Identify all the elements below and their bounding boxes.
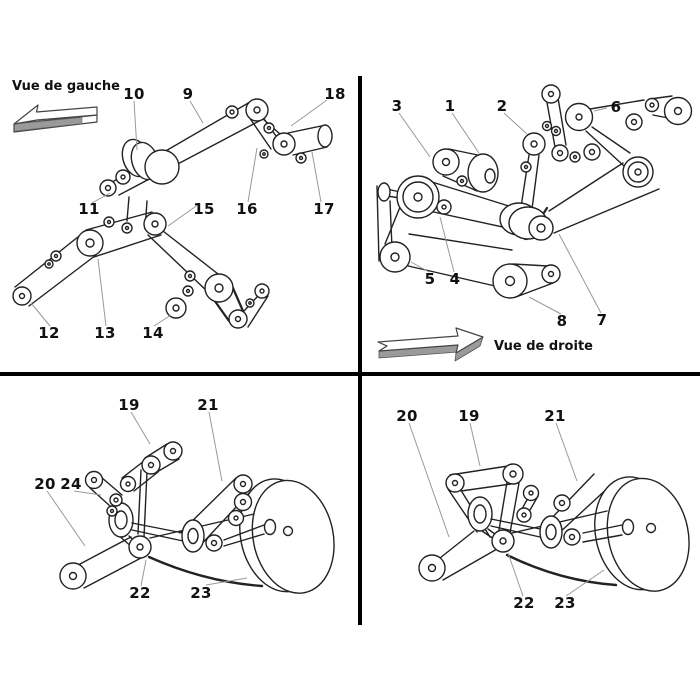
callout-11: 11 (78, 200, 100, 218)
callout-9: 9 (182, 85, 194, 103)
callout-6: 6 (610, 98, 622, 116)
callout-2: 2 (496, 97, 508, 115)
callout-23-bl: 23 (190, 584, 212, 602)
callout-7: 7 (596, 311, 608, 329)
vertical-divider (358, 76, 362, 625)
callout-23-br: 23 (554, 594, 576, 612)
callout-5: 5 (424, 270, 436, 288)
bottom-right-mechanism (419, 464, 699, 601)
callout-13: 13 (94, 324, 116, 342)
left-view-arrow-icon (14, 105, 97, 132)
callout-20-br: 20 (396, 407, 418, 425)
callout-18: 18 (324, 85, 346, 103)
left-view-label: Vue de gauche (12, 79, 120, 94)
top-right-mechanism (377, 85, 692, 298)
top-left-mechanism (13, 99, 335, 328)
right-view-arrow-icon (378, 328, 483, 361)
callout-8: 8 (556, 312, 568, 330)
callout-15: 15 (193, 200, 215, 218)
callout-21-bl: 21 (197, 396, 219, 414)
callout-19-bl: 19 (118, 396, 140, 414)
callout-12: 12 (38, 324, 60, 342)
horizontal-divider (0, 372, 700, 376)
callout-10: 10 (123, 85, 145, 103)
callout-16: 16 (236, 200, 258, 218)
bottom-left-mechanism (60, 442, 344, 603)
callout-20-bl: 20 (34, 475, 56, 493)
callout-14: 14 (142, 324, 164, 342)
callout-21-br: 21 (544, 407, 566, 425)
callout-17: 17 (313, 200, 335, 218)
callout-24-bl: 24 (60, 475, 82, 493)
callout-22-br: 22 (513, 594, 535, 612)
right-view-label: Vue de droite (494, 339, 593, 354)
callout-19-br: 19 (458, 407, 480, 425)
callout-3: 3 (391, 97, 403, 115)
callout-22-bl: 22 (129, 584, 151, 602)
bottom-left-leader-lines (47, 412, 247, 586)
callout-4: 4 (449, 270, 461, 288)
callout-1: 1 (444, 97, 456, 115)
